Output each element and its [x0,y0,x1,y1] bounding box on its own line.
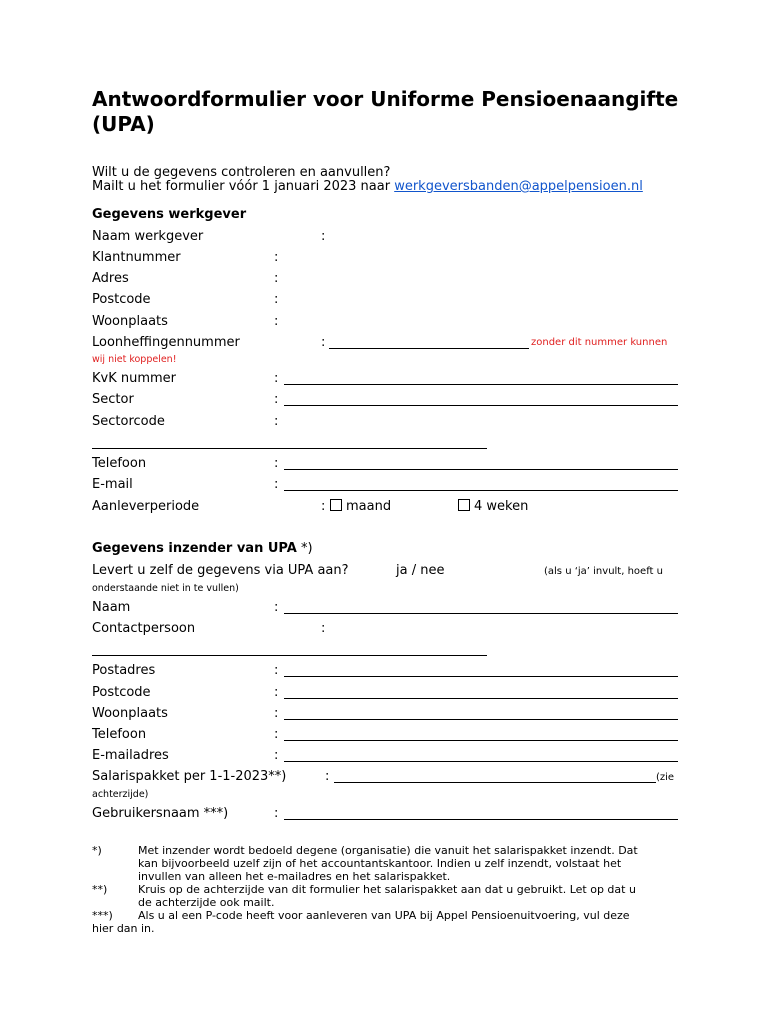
label-salarispakket: Salarispakket per 1-1-2023**) [92,769,287,784]
field-postcode-inzender[interactable] [284,698,678,699]
colon: : [325,769,330,784]
label-adres: Adres [92,271,129,286]
note-ja-2: onderstaande niet in te vullen) [92,583,239,594]
option-maand-label: maand [346,499,392,514]
label-naam: Naam [92,600,131,615]
colon: : [274,727,279,742]
label-loonheffingennummer: Loonheffingennummer [92,335,240,350]
label-klantnummer: Klantnummer [92,250,181,265]
field-naam[interactable] [284,613,678,614]
footnote-2-line2: de achterzijde ook mailt. [138,896,275,909]
field-loonheffingennummer[interactable] [329,348,529,349]
colon: : [274,663,279,678]
label-telefoon: Telefoon [92,456,147,471]
intro-line1: Wilt u de gegevens controleren en aanvullen? [92,165,391,180]
colon: : [274,292,279,307]
footnote-1-line2: kan bijvoorbeeld uzelf zijn of het accountantskantoor. Indien u zelf inzendt, volstaat het [138,857,622,870]
label-woonplaats: Woonplaats [92,314,168,329]
colon: : [274,477,279,492]
label-woonplaats-inzender: Woonplaats [92,706,168,721]
option-4-weken[interactable] [458,499,528,515]
colon: : [274,456,279,471]
field-kvk[interactable] [284,384,678,385]
footnote-3-marker: ***) [92,909,113,922]
page-title-line2: (UPA) [92,112,155,136]
colon: : [274,600,279,615]
intro-line2 [92,179,643,195]
colon: : [274,685,279,700]
intro-line2-text: Mailt u het formulier vóór 1 januari 2023 naar [92,179,395,194]
footnote-1-line3: invullen van alleen het e-mailadres en het salarispakket. [138,870,451,883]
field-telefoon-inzender[interactable] [284,740,678,741]
label-email: E-mail [92,477,133,492]
section-heading-inzender-text: Gegevens inzender van UPA [92,541,297,556]
footnote-3-line1: Als u al een P-code heeft voor aanleveren van UPA bij Appel Pensioenuitvoering, vul deze [138,909,630,922]
label-naam-werkgever: Naam werkgever [92,229,204,244]
colon: : [274,806,279,821]
colon: : [274,250,279,265]
field-sectorcode[interactable] [92,448,487,449]
label-postcode: Postcode [92,292,151,307]
label-aanleverperiode: Aanleverperiode [92,499,200,514]
field-postadres[interactable] [284,676,678,677]
field-salarispakket[interactable] [334,782,656,783]
label-gebruikersnaam: Gebruikersnaam ***) [92,806,229,821]
colon: : [321,621,326,636]
field-sector[interactable] [284,405,678,406]
colon: : [321,335,326,350]
colon: : [274,414,279,429]
section-heading-inzender [92,541,313,557]
label-levert-zelf: Levert u zelf de gegevens via UPA aan? [92,563,349,578]
footnote-3-line2: hier dan in. [92,922,155,935]
warning-loonheffing-2: wij niet koppelen! [92,354,177,365]
footnote-ref-1: *) [296,541,313,556]
label-telefoon-inzender: Telefoon [92,727,147,742]
colon: : [274,706,279,721]
option-maand[interactable] [330,499,391,515]
footnote-1-marker: *) [92,844,102,857]
option-4-weken-label: 4 weken [474,499,529,514]
field-gebruikersnaam[interactable] [284,819,678,820]
field-email[interactable] [284,490,678,491]
choice-ja-nee[interactable]: ja / nee [396,563,445,578]
note-zie: (zie [656,772,675,783]
label-emailadres: E-mailadres [92,748,169,763]
label-contactpersoon: Contactpersoon [92,621,196,636]
field-contactpersoon[interactable] [92,655,487,656]
label-postadres: Postadres [92,663,156,678]
note-ja: (als u ‘ja’ invult, hoeft u [544,566,663,577]
footnote-2-marker: **) [92,883,108,896]
colon: : [274,271,279,286]
footnote-1-line1: Met inzender wordt bedoeld degene (organisatie) die vanuit het salarispakket inzendt. Dat [138,844,638,857]
colon: : [274,392,279,407]
label-kvk: KvK nummer [92,371,177,386]
field-telefoon[interactable] [284,469,678,470]
label-sector: Sector [92,392,134,407]
checkbox-4-weken[interactable] [458,499,470,511]
colon: : [321,499,326,514]
note-zie-2: achterzijde) [92,789,149,800]
section-heading-werkgever: Gegevens werkgever [92,207,247,222]
checkbox-maand[interactable] [330,499,342,511]
colon: : [274,371,279,386]
label-sectorcode: Sectorcode [92,414,165,429]
footnote-2-line1: Kruis op de achterzijde van dit formulier het salarispakket aan dat u gebruikt. Let op dat u [138,883,636,896]
colon: : [274,748,279,763]
field-emailadres[interactable] [284,761,678,762]
email-link[interactable]: werkgeversbanden@appelpensioen.nl [394,179,643,194]
colon: : [321,229,326,244]
colon: : [274,314,279,329]
field-woonplaats-inzender[interactable] [284,719,678,720]
warning-loonheffing: zonder dit nummer kunnen [531,337,668,348]
page-title: Antwoordformulier voor Uniforme Pensioenaangifte [92,87,679,111]
label-postcode-inzender: Postcode [92,685,151,700]
